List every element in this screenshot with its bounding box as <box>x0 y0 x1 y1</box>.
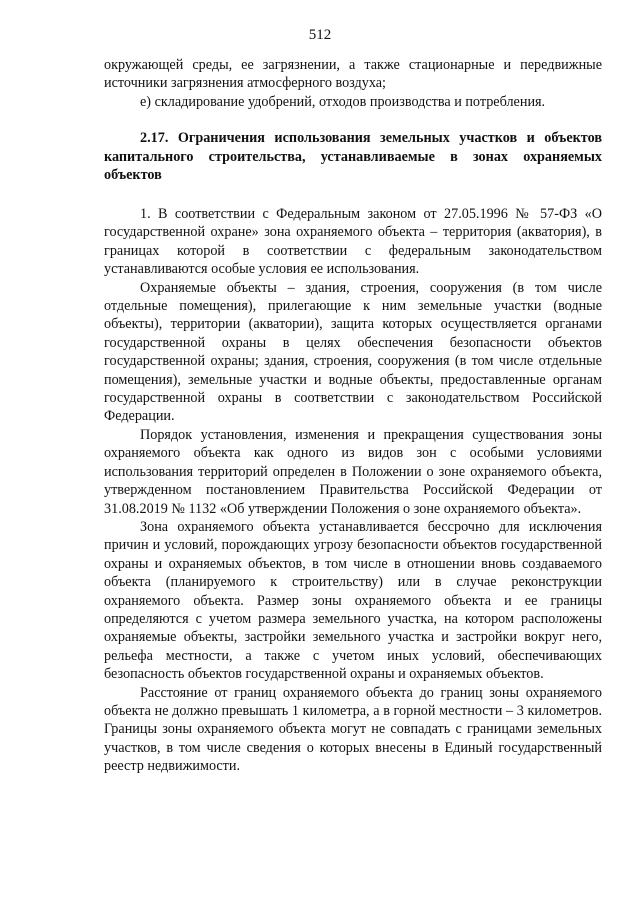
page-number: 512 <box>308 27 332 43</box>
paragraph-1: 1. В соответствии с Федеральным законом от 27.05.1996 № 57-ФЗ «О государственной охране» зона охраняемого объекта – территория (акватория), в границах которой в соответствии с федеральным законодательством устанавливаются особые условия ее использования. <box>104 206 602 278</box>
paragraph-3: Порядок установления, изменения и прекращения существования зоны охраняемого объекта как одного из видов зон с особыми условиями использования территорий определен в Положении о зоне охраняемого объекта, утвержденном постановлением Правительства Российской Федерации от 31.08.2019 № 1132 «Об утверждении Положения о зоне охраняемого объекта». <box>104 426 602 517</box>
intro-paragraph: окружающей среды, ее загрязнении, а также стационарные и передвижные источники загрязнения атмосферного воздуха; <box>104 57 602 92</box>
paragraph-5: Расстояние от границ охраняемого объекта до границ зоны охраняемого объекта не должно превышать 1 километра, а в горной местности – 3 километров. Границы зоны охраняемого объекта могут не совпадать с границами земельных участков, в том числе сведения о которых внесены в Единый государственный реестр недвижимости. <box>104 684 602 775</box>
paragraph-2: Охраняемые объекты – здания, строения, сооружения (в том числе отдельные помещения), прилегающие к ним земельные участки (водные объекты), территории (акватории), защита которых осуществляется органами государственной охраны в целях обеспечения безопасности объектов государственной охраны; здания, строения, сооружения (в том числе отдельные помещения), земельные участки и водные объекты, предоставленные органам государственной охраны в соответствии с законодательством Российской Федерации. <box>104 279 602 425</box>
document-body <box>104 56 602 776</box>
section-heading: 2.17. Ограничения использования земельных участков и объектов капитального строительства, устанавливаемые в зонах охраняемых объектов <box>104 130 602 184</box>
intro-list-item-e: е) складирование удобрений, отходов производства и потребления. <box>140 93 546 110</box>
paragraph-4: Зона охраняемого объекта устанавливается бессрочно для исключения причин и условий, порождающих угрозу безопасности объектов государственной охраны и охраняемых объектов, в том числе в отношении вновь создаваемого объекта (планируемого к строительству) или в случае реконструкции охраняемого объекта. Размер зоны охраняемого объекта и ее границы определяются с учетом размера земельного участка, на котором расположены охраняемые объекты, застройки земельного участка и застройки вокруг него, рельефа местности, а также с учетом иных условий, обеспечивающих безопасность объектов государственной охраны и охраняемых объектов. <box>104 518 602 683</box>
